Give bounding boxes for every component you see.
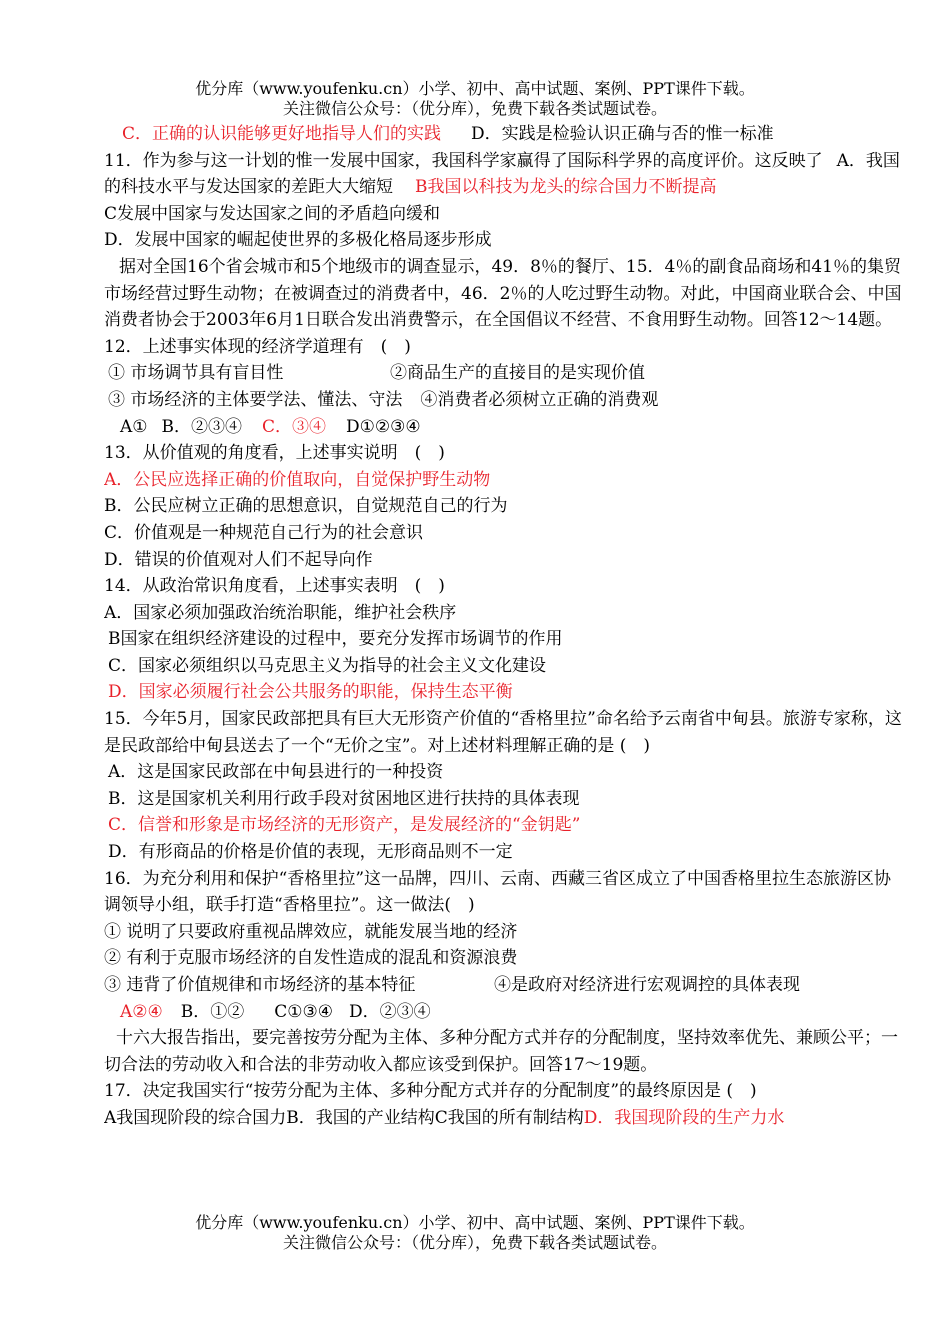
q16-options — [104, 999, 904, 1026]
q15-option-b: B．这是国家机关利用行政手段对贫困地区进行扶持的具体表现 — [108, 788, 580, 809]
q11-option-a: A．我国的科技水平与发达国家的差距大大缩短 — [104, 150, 900, 198]
q15-option-c: C．信誉和形象是市场经济的无形资产，是发展经济的“金钥匙” — [108, 815, 581, 836]
q16-stem: 16．为充分利用和保护“香格里拉”这一品牌，四川、云南、西藏三省区成立了中国香格里拉生态旅游区协调领导小组，联手打造“香格里拉”。这一做法( ) — [104, 868, 892, 916]
q17-option-c: C我国的所有制结构 — [434, 1107, 584, 1128]
header-line-1: 优分库（www.youfenku.cn）小学、初中、高中试题、案例、PPT课件下载。 — [195, 79, 755, 98]
q14-stem: 14．从政治常识角度看，上述事实表明 ( ) — [104, 576, 445, 597]
q14-option-c: C．国家必须组织以马克思主义为指导的社会主义文化建设 — [108, 655, 547, 676]
q15-option-d: D．有形商品的价格是价值的表现，无形商品则不一定 — [108, 842, 513, 863]
q13-stem: 13．从价值观的角度看，上述事实说明 ( ) — [104, 443, 445, 464]
q13-option-a: A．公民应选择正确的价值取向，自觉保护野生动物 — [104, 469, 491, 490]
q15-stem: 15．今年5月，国家民政部把具有巨大无形资产价值的“香格里拉”命名给予云南省中甸县。旅游专家称，这是民政部给中甸县送去了一个“无价之宝”。对上述材料理解正确的是 ( ) — [104, 709, 902, 756]
q12-statement-1: ① 市场调节具有盲目性 — [108, 363, 284, 384]
q10-option-c: C．正确的认识能够更好地指导人们的实践 — [122, 124, 442, 144]
footer-line-1: 优分库（www.youfenku.cn）小学、初中、高中试题、案例、PPT课件下载。 — [195, 1213, 755, 1232]
q16-option-b: B．①② — [180, 1001, 245, 1022]
q14-option-d: D．国家必须履行社会公共服务的职能，保持生态平衡 — [108, 682, 513, 703]
q12-option-a: A① — [120, 416, 148, 437]
q16-option-c: C①③④ — [274, 1001, 333, 1022]
q12-statements-row1 — [104, 360, 904, 387]
q16-statement-4: ④是政府对经济进行宏观调控的具体表现 — [494, 975, 800, 995]
q12-option-d: D①②③④ — [346, 416, 421, 437]
q17-option-b: B．我国的产业结构 — [286, 1107, 435, 1128]
q14-option-b: B国家在组织经济建设的过程中，要充分发挥市场调节的作用 — [108, 629, 563, 650]
q16-statement-2: ② 有利于克服市场经济的自发性造成的混乱和资源浪费 — [104, 948, 518, 969]
q16-statement-1: ① 说明了只要政府重视品牌效应，就能发展当地的经济 — [104, 921, 518, 942]
q13-option-c: C．价值观是一种规范自己行为的社会意识 — [104, 522, 424, 543]
q15-option-a: A．这是国家民政部在中甸县进行的一种投资 — [108, 762, 444, 783]
q12-statement-3: ③ 市场经济的主体要学法、懂法、守法 — [108, 389, 403, 410]
q11-stem-block — [104, 148, 904, 201]
q10-options-cd — [104, 121, 904, 148]
q17-stem: 17．决定我国实行“按劳分配为主体、多种分配方式并存的分配制度”的最终原因是 ( ) — [104, 1081, 757, 1102]
q16-statement-3: ③ 违背了价值规律和市场经济的基本特征 — [104, 975, 416, 995]
q14-option-a: A．国家必须加强政治统治职能，维护社会秩序 — [104, 602, 457, 623]
q13-option-b: B．公民应树立正确的思想意识，自觉规范自己的行为 — [104, 496, 508, 517]
q12-statements-row2 — [104, 387, 904, 414]
q11-option-c: C发展中国家与发达国家之间的矛盾趋向缓和 — [104, 203, 441, 224]
q17-options — [104, 1105, 904, 1132]
q12-option-c: C．③④ — [262, 416, 327, 437]
passage-distribution: 十六大报告指出，要完善按劳分配为主体、多种分配方式并存的分配制度，坚持效率优先、兼顾公平；一切合法的劳动收入和合法的非劳动收入都应该受到保护。回答17～19题。 — [104, 1028, 898, 1075]
q17-option-d: D．我国现阶段的生产力水 — [583, 1107, 785, 1128]
document-body — [104, 121, 904, 1132]
footer-line-2: 关注微信公众号：（优分库），免费下载各类试题试卷。 — [282, 1233, 667, 1252]
q11-option-d: D．发展中国家的崛起使世界的多极化格局逐步形成 — [104, 230, 492, 251]
q16-option-a: A②④ — [120, 1001, 163, 1022]
q12-options — [104, 414, 904, 441]
passage-wildlife: 据对全国16个省会城市和5个地级市的调查显示，49．8％的餐厅、15．4％的副食品商场和41％的集贸市场经营过野生动物；在被调查过的消费者中，46．2％的人吃过野生动物。对此，中国商业联合会、中国消费者协会于2003年6月1日联合发出消费警示，在全国倡议不经营、不食用野生动物。回答12～14题。 — [104, 256, 902, 331]
q12-stem: 12．上述事实体现的经济学道理有 ( ) — [104, 336, 411, 357]
q13-option-d: D．错误的价值观对人们不起导向作 — [104, 549, 373, 570]
q10-option-d: D．实践是检验认识正确与否的惟一标准 — [471, 124, 774, 144]
header-line-2: 关注微信公众号：（优分库），免费下载各类试题试卷。 — [282, 99, 667, 118]
q17-option-a: A我国现阶段的综合国力 — [104, 1107, 287, 1128]
q12-option-b: B．②③④ — [161, 416, 243, 437]
q16-statements-row3 — [104, 972, 904, 999]
q11-stem: 11．作为参与这一计划的惟一发展中国家，我国科学家赢得了国际科学界的高度评价。这反映了 — [104, 150, 823, 171]
q11-option-b: B我国以科技为龙头的综合国力不断提高 — [415, 177, 717, 198]
q16-option-d: D．②③④ — [349, 1001, 431, 1022]
q12-statement-4: ④消费者必须树立正确的消费观 — [420, 389, 659, 410]
q12-statement-2: ②商品生产的直接目的是实现价值 — [390, 363, 645, 384]
